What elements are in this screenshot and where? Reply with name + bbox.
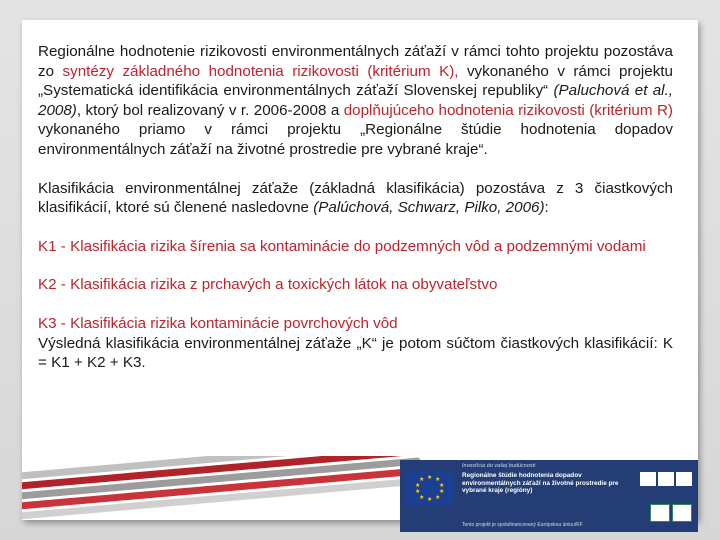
citation: (Palúchová, Schwarz, Pilko, 2006): [313, 199, 545, 217]
k2-item: K2 - Klasifikácia rizika z prchavých a toxických látok na obyvateľstvo: [38, 276, 498, 294]
banner-funding: Tento projekt je spolufinancovaný Európskou úniou/KF: [462, 522, 583, 528]
partner-logo-icon: [676, 472, 692, 486]
highlight-kriterium-k: syntézy základného hodnotenia rizikovosti (kritérium K),: [62, 62, 459, 80]
paragraph-hodnotenie: [38, 42, 673, 160]
fund-logo-icon: [672, 504, 692, 522]
project-banner: [400, 460, 698, 532]
text-segment: vykonaného v rámci projektu „Systematická identifikácia environmentálnych záťaží Slovenskej republiky“: [38, 62, 673, 100]
result-paragraph: Výsledná klasifikácia environmentálnej záťaže „K“ je potom súčtom čiastkových klasifikácií: K = K1 + K2 + K3.: [38, 334, 673, 372]
banner-tagline: Investícia do vašej budúcnosti: [462, 463, 536, 469]
text-segment: vykonaného priamo v rámci projektu „Regionálne štúdie hodnotenia dopadov environmentálnych záťaží na životné prostredie pre vybrané kraje“.: [38, 121, 673, 158]
slide-card: [22, 20, 698, 520]
highlight-kriterium-r: doplňujúceho hodnotenia rizikovosti (kritérium R): [343, 101, 673, 119]
text-segment: Klasifikácia environmentálnej záťaže (základná klasifikácia) pozostáva z 3 čiastkových klasifikácií, ktoré sú členené nasledovne: [38, 179, 673, 217]
slide-content: [38, 42, 673, 392]
text-segment: :: [544, 199, 549, 217]
paragraph-klasifikacia: [38, 179, 673, 218]
footer-banner: [22, 456, 698, 538]
banner-title: Regionálne štúdie hodnotenia dopadov environmentálnych záťaží na životné prostredie pre vybrané kraje (regióny): [462, 472, 619, 495]
partner-logo-icon: [640, 472, 656, 486]
fund-logo-icon: [650, 504, 670, 522]
k3-item: K3 - Klasifikácia rizika kontaminácie povrchových vôd: [38, 314, 398, 332]
text-segment: , ktorý bol realizovaný v r. 2006-2008 a: [76, 101, 344, 119]
eu-flag-icon: ★ ★ ★ ★ ★ ★ ★ ★ ★ ★: [406, 472, 454, 506]
text-segment: Regionálne hodnotenie rizikovosti environmentálnych záťaží v rámci tohto projektu pozostáva zo: [38, 43, 673, 80]
partner-logo-icon: [658, 472, 674, 486]
citation: (Paluchová et al., 2008): [38, 82, 673, 119]
k1-item: K1 - Klasifikácia rizika šírenia sa kontaminácie do podzemných vôd a podzemnými vodami: [38, 237, 646, 255]
